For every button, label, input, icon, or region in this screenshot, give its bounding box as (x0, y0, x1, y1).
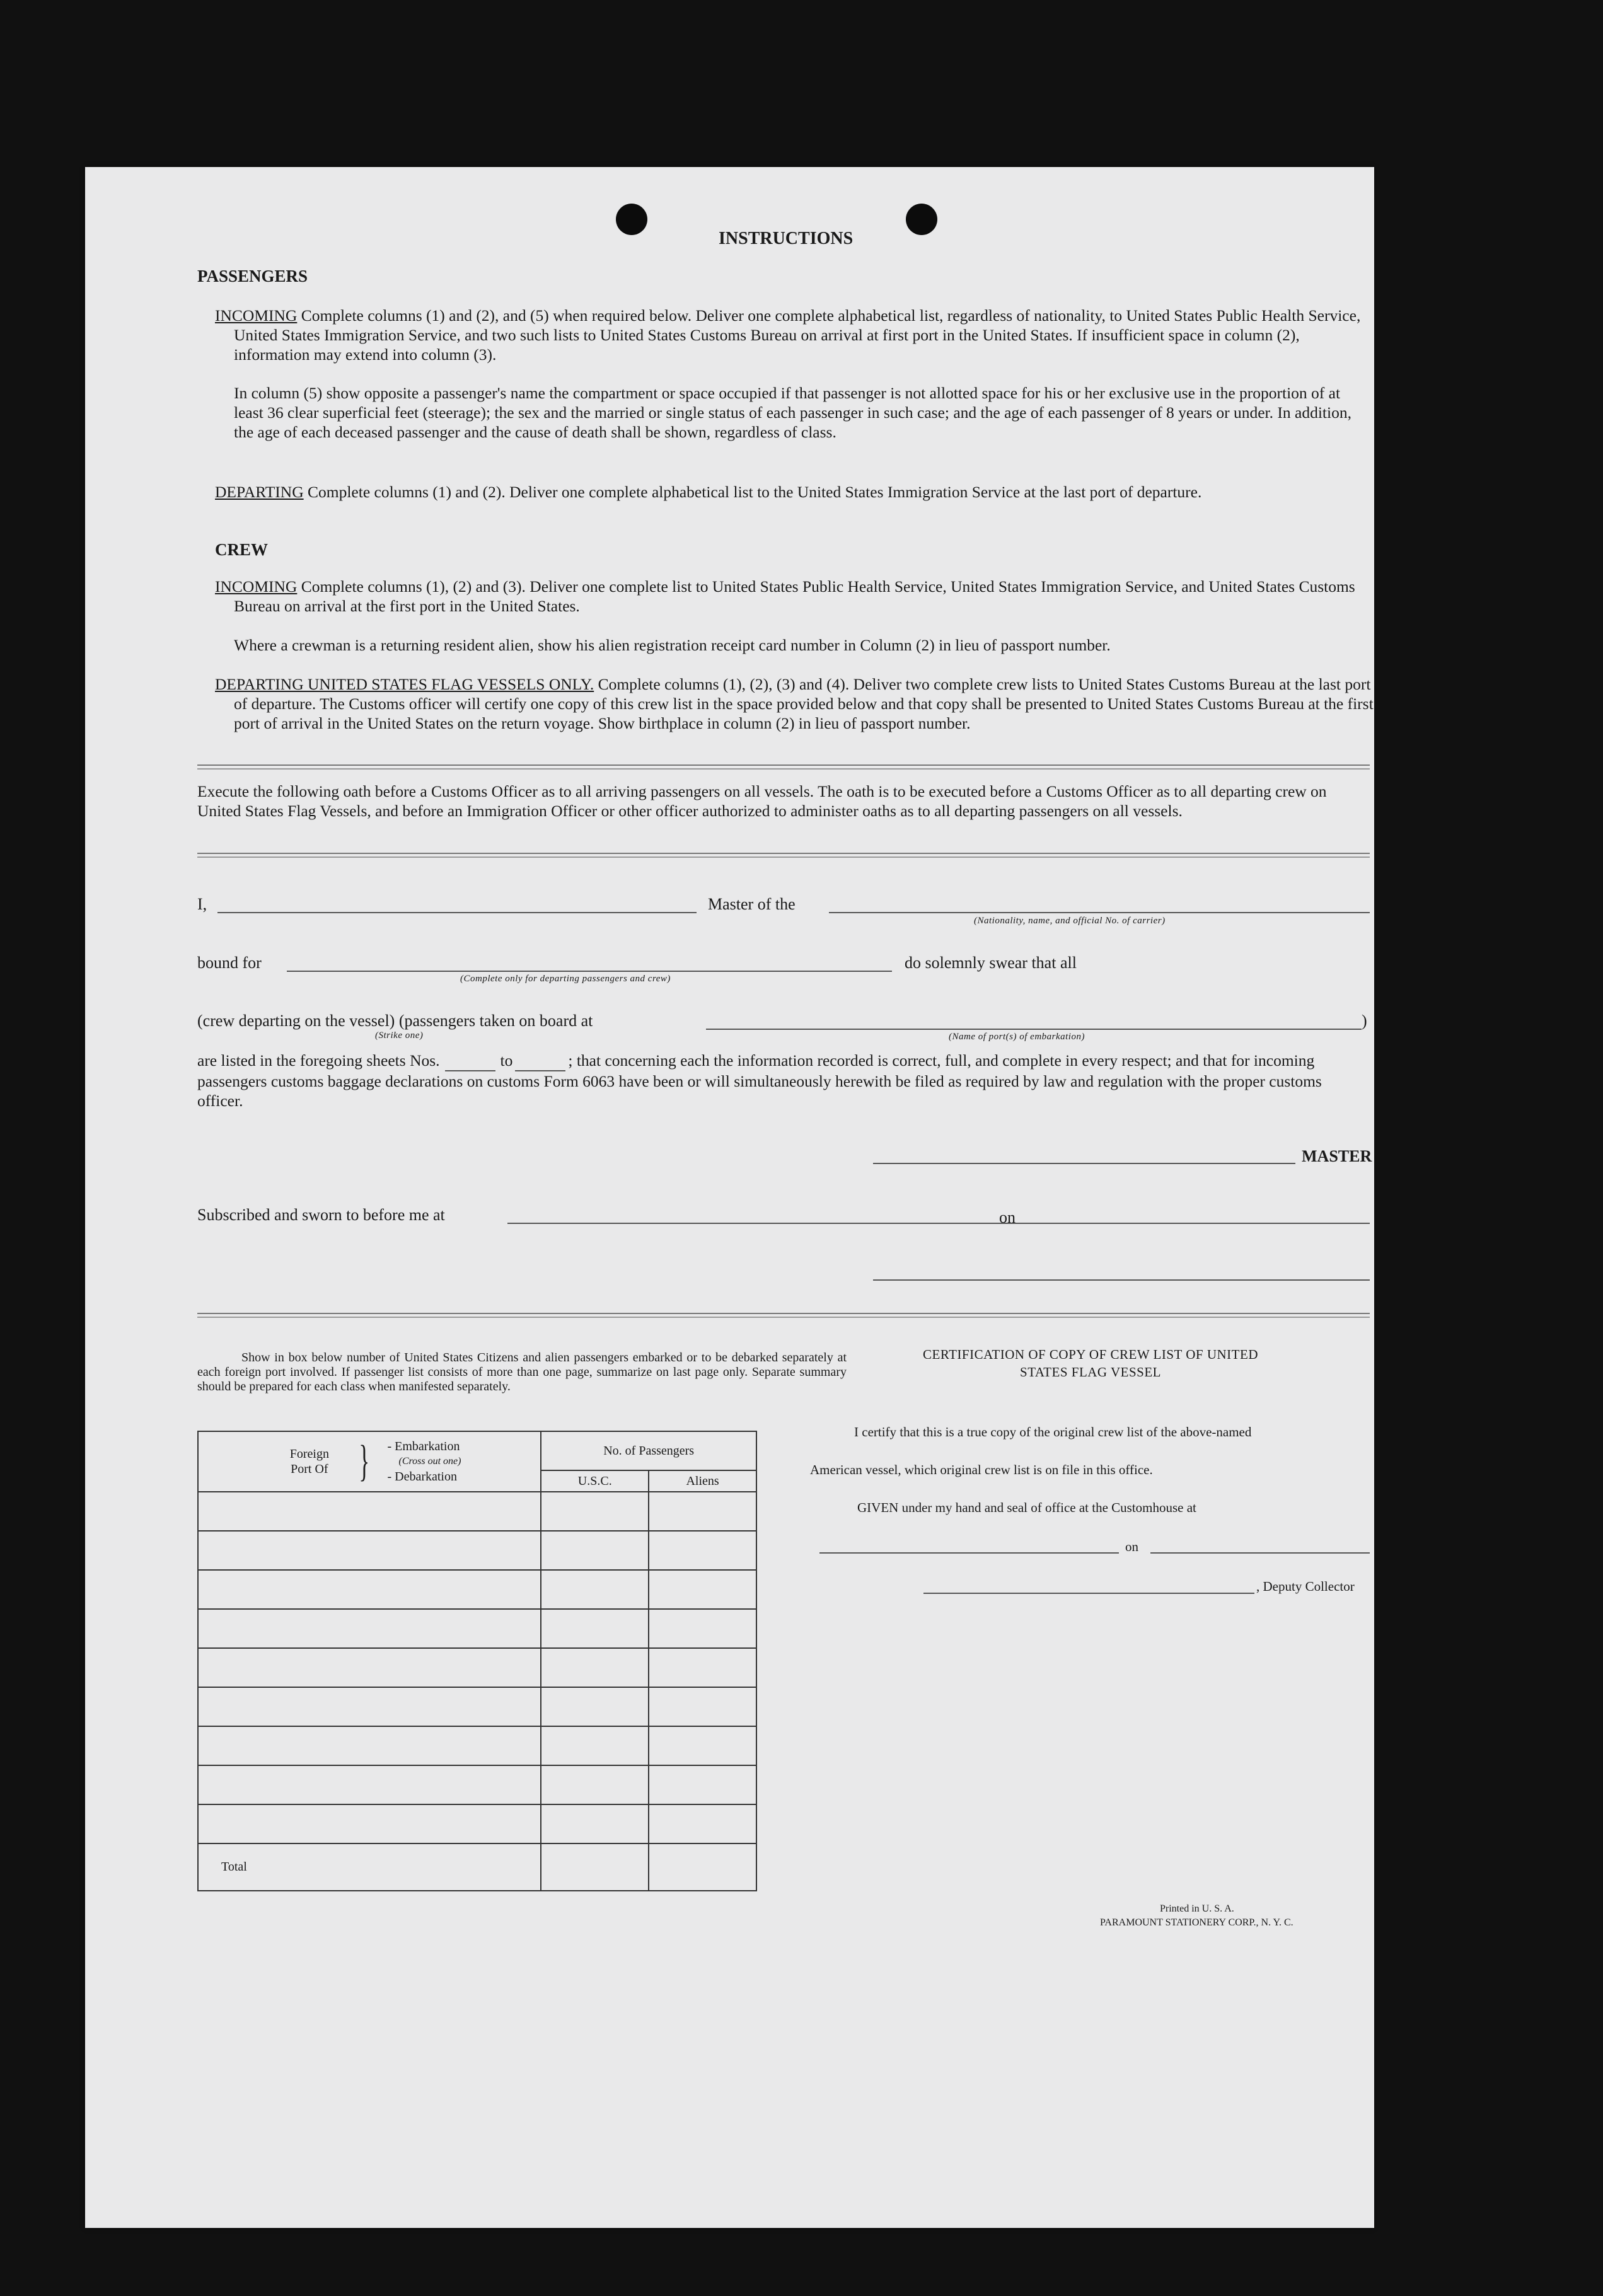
sheet-to-field[interactable] (515, 1051, 565, 1071)
port-cell[interactable] (198, 1531, 541, 1570)
printed-label: Printed in U. S. A. (1160, 1903, 1234, 1914)
column5-instructions: In column (5) show opposite a passenger's name the compartment or space occupied if that passenger is not allotted space for his or her exclusive use in the proportion of at least 36 clear superficial feet (steerage); the sex and the married or single status of each passenger in such case; and the age of each passenger of 8 years or under. In addition, the age of each deceased passenger and the cause of death shall be shown, regardless of class. (234, 384, 1351, 441)
usc-cell[interactable] (541, 1687, 649, 1726)
table-row (198, 1687, 756, 1726)
table-row (198, 1804, 756, 1843)
usc-cell[interactable] (541, 1804, 649, 1843)
cert-date-field[interactable] (1150, 1552, 1370, 1554)
total-row (198, 1843, 756, 1891)
total-label: Total (198, 1843, 541, 1891)
crewman-instructions: Where a crewman is a returning resident alien, show his alien registration receipt card number in Column (2) in lieu of passport number. (234, 636, 1111, 654)
master-label: MASTER (1302, 1147, 1372, 1165)
divider (197, 853, 1370, 858)
aliens-cell[interactable] (649, 1609, 756, 1648)
aliens-cell[interactable] (649, 1804, 756, 1843)
total-usc-cell[interactable] (541, 1843, 649, 1891)
bound-for-hint: (Complete only for departing passengers and crew) (460, 974, 671, 984)
port-cell[interactable] (198, 1570, 541, 1609)
form-page (85, 167, 1374, 2228)
printer-label: PARAMOUNT STATIONERY CORP., N. Y. C. (1100, 1917, 1293, 1928)
usc-cell[interactable] (541, 1726, 649, 1765)
bound-for-label: bound for (197, 954, 262, 972)
aliens-cell[interactable] (649, 1687, 756, 1726)
carrier-hint: (Nationality, name, and official No. of carrier) (974, 916, 1166, 926)
brace: } (359, 1437, 370, 1485)
punch-hole (906, 204, 937, 235)
aliens-cell[interactable] (649, 1726, 756, 1765)
usc-cell[interactable] (541, 1609, 649, 1648)
crew-incoming-instructions: INCOMING Complete columns (1), (2) and (3). Deliver one complete list to United States Public Health Service, United States Immigration Service, and United States Customs Bureau on arrival at the first port in the United States. (215, 577, 1355, 615)
oath-i-label: I, (197, 895, 207, 913)
crew-departing-text: (crew departing on the vessel) (passengers taken on board at (197, 1012, 593, 1030)
master-of-label: Master of the (708, 895, 796, 913)
foreign-port-label: Foreign Port Of (289, 1447, 329, 1476)
swear-text: do solemnly swear that all (905, 954, 1077, 972)
ports-field[interactable] (706, 1029, 1362, 1030)
usc-cell[interactable] (541, 1648, 649, 1687)
embarkation-label: - Embarkation (387, 1439, 460, 1453)
usc-header: U.S.C. (541, 1470, 649, 1492)
subscribed-label: Subscribed and sworn to before me at (197, 1206, 445, 1224)
table-row (198, 1726, 756, 1765)
close-paren: ) (1362, 1012, 1367, 1030)
port-cell[interactable] (198, 1492, 541, 1531)
carrier-field[interactable] (829, 912, 1370, 913)
sheet-from-field[interactable] (445, 1051, 495, 1071)
divider (197, 764, 1370, 770)
debarkation-label: - Debarkation (387, 1470, 457, 1484)
port-cell[interactable] (198, 1687, 541, 1726)
subscribed-on-label: on (999, 1208, 1016, 1226)
aliens-cell[interactable] (649, 1765, 756, 1804)
flag-vessel-instructions: DEPARTING UNITED STATES FLAG VESSELS ONLY. Complete columns (1), (2), (3) and (4). Deliver two complete crew lists to United States Customs Bureau at the last port of departure. The Customs officer will certify one copy of this crew list in the space provided below and that copy shall be presented to United States Customs Bureau at the first port of arrival in the United States on the return voyage. Show birthplace in column (2) in lieu of passport number. (215, 675, 1374, 732)
passenger-summary-table (197, 1431, 757, 1891)
bound-for-field[interactable] (287, 971, 892, 972)
master-signature-field[interactable] (873, 1163, 1295, 1164)
aliens-cell[interactable] (649, 1531, 756, 1570)
cert-on-label: on (1125, 1539, 1138, 1554)
deputy-collector-label: , Deputy Collector (1256, 1579, 1355, 1594)
aliens-header: Aliens (649, 1470, 756, 1492)
certification-text-1: I certify that this is a true copy of the original crew list of the above-named (854, 1424, 1252, 1439)
aliens-cell[interactable] (649, 1492, 756, 1531)
no-passengers-header: No. of Passengers (541, 1431, 756, 1470)
ports-hint: (Name of port(s) of embarkation) (949, 1032, 1085, 1042)
officer-signature-field[interactable] (873, 1279, 1370, 1281)
passengers-heading: PASSENGERS (197, 267, 308, 286)
port-cell[interactable] (198, 1609, 541, 1648)
aliens-cell[interactable] (649, 1570, 756, 1609)
usc-cell[interactable] (541, 1570, 649, 1609)
punch-hole (616, 204, 647, 235)
divider (197, 1313, 1370, 1318)
box-instructions: Show in box below number of United States Citizens and alien passengers embarked or to be debarked separately at each foreign port involved. If passenger list consists of more than one page, summarize on last page only. Separate summary should be prepared for each class when manifested separately. (197, 1351, 847, 1393)
table-row (198, 1531, 756, 1570)
table-row (198, 1492, 756, 1531)
certification-text-2: American vessel, which original crew list is on file in this office. (810, 1462, 1153, 1477)
usc-cell[interactable] (541, 1531, 649, 1570)
crew-heading: CREW (215, 540, 269, 559)
subscribed-date-field[interactable] (1024, 1223, 1370, 1224)
subscribed-place-field[interactable] (507, 1223, 1031, 1224)
usc-cell[interactable] (541, 1492, 649, 1531)
customhouse-field[interactable] (819, 1552, 1119, 1554)
departing-instructions: DEPARTING Complete columns (1) and (2). Deliver one complete alphabetical list to the United States Immigration Service at the last port of departure. (215, 483, 1202, 501)
port-cell[interactable] (198, 1804, 541, 1843)
port-cell[interactable] (198, 1765, 541, 1804)
port-cell[interactable] (198, 1648, 541, 1687)
foreign-port-header (198, 1431, 541, 1492)
master-name-field[interactable] (217, 912, 697, 913)
port-cell[interactable] (198, 1726, 541, 1765)
incoming-instructions: INCOMING Complete columns (1) and (2), and (5) when required below. Deliver one complete alphabetical list, regardless of nationality, to United States Public Health Service, United States Immigration Service, and two such lists to United States Customs Bureau on arrival at first port in the United States. If insufficient space in column (2), information may extend into column (3). (215, 306, 1361, 364)
table-row (198, 1765, 756, 1804)
table-row (198, 1570, 756, 1609)
usc-cell[interactable] (541, 1765, 649, 1804)
deputy-signature-field[interactable] (923, 1593, 1254, 1594)
cross-out-hint: (Cross out one) (398, 1456, 461, 1467)
table-row (198, 1648, 756, 1687)
oath-intro: Execute the following oath before a Customs Officer as to all arriving passengers on all vessels. The oath is to be executed before a Customs Officer as to all departing crew on United States Flag Vessels, and before an Immigration Officer or other officer authorized to administer oaths as to all departing passengers on all vessels. (197, 782, 1327, 820)
certification-title: CERTIFICATION OF COPY OF CREW LIST OF UNITED STATES FLAG VESSEL (923, 1347, 1258, 1380)
oath-listed-paragraph: are listed in the foregoing sheets Nos. to ; that concerning each the information recorded is correct, full, and complete in every respect; and that for incoming passengers customs baggage declarations on customs Form 6063 have been or will simultaneously herewith be filed as required by law and regulation with the proper customs officer. (197, 1051, 1322, 1110)
total-aliens-cell[interactable] (649, 1843, 756, 1891)
given-text: GIVEN under my hand and seal of office at the Customhouse at (857, 1500, 1196, 1515)
strike-hint: (Strike one) (375, 1030, 424, 1041)
table-row (198, 1609, 756, 1648)
aliens-cell[interactable] (649, 1648, 756, 1687)
instructions-title: INSTRUCTIONS (719, 229, 854, 248)
